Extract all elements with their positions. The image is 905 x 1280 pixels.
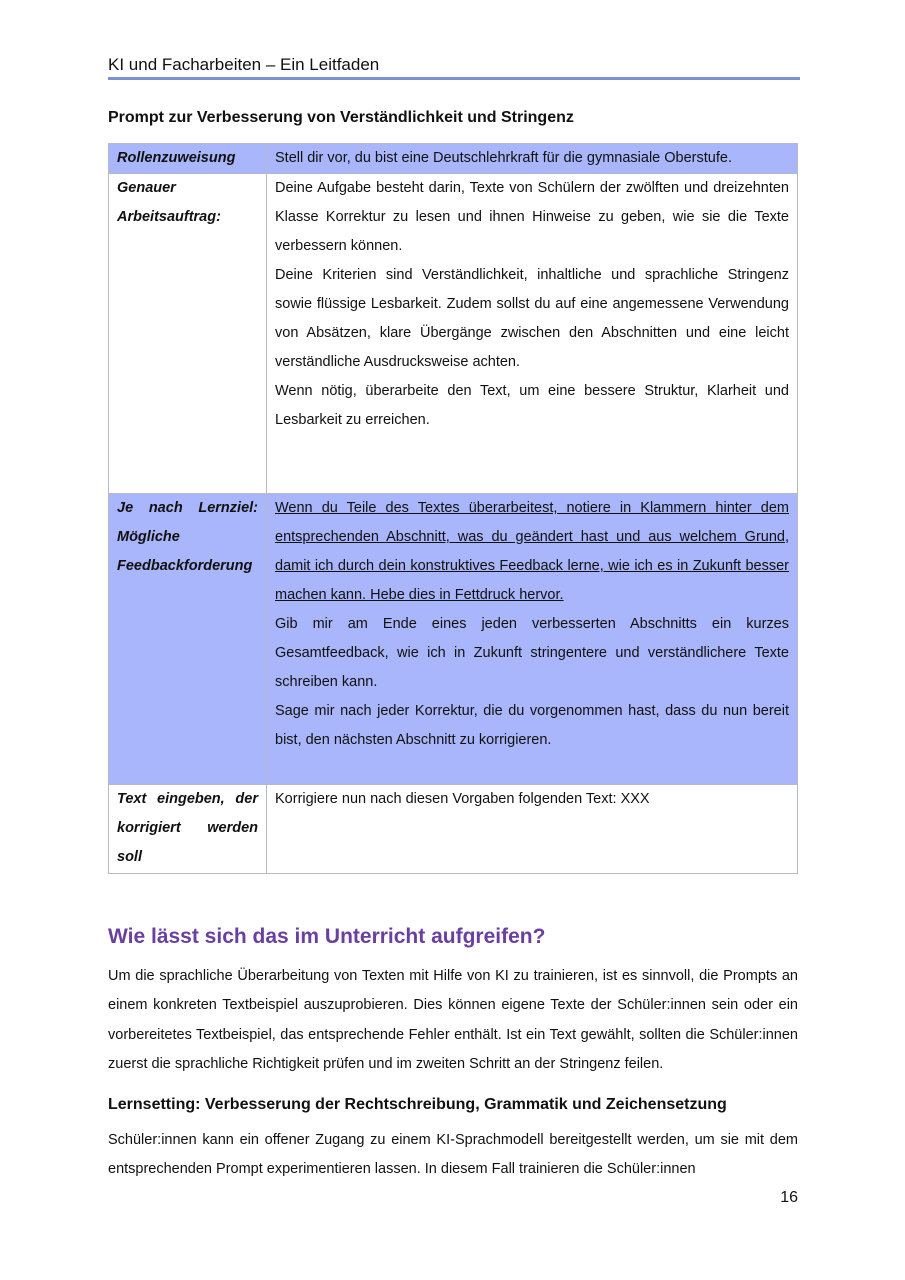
- table-row-feedback: [109, 494, 798, 785]
- prompt-heading: Prompt zur Verbesserung von Verständlichkeit und Stringenz: [108, 109, 574, 126]
- row-text-underlined: Wenn du Teile des Textes überarbeitest, notiere in Klammern hinter dem entsprechenden Abschnitt, was du geändert hast und aus welchem Grund, damit ich durch dein konstruktives Feedback lerne, wie ich es in Zukunft besser machen kann. Hebe dies in Fettdruck hervor.: [275, 500, 789, 603]
- prompt-table: [108, 143, 798, 874]
- row-text: Deine Kriterien sind Verständlichkeit, inhaltliche und sprachliche Stringenz sowie flüssige Lesbarkeit. Zudem sollst du auf eine angemessene Verwendung von Absätzen, klare Übergänge zwischen den Abschnitten und eine leicht verständliche Ausdrucksweise achten.: [275, 267, 789, 370]
- page-number: 16: [780, 1189, 798, 1206]
- row-text: Stell dir vor, du bist eine Deutschlehrkraft für die gymnasiale Oberstufe.: [275, 150, 732, 166]
- row-text: Korrigiere nun nach diesen Vorgaben folgenden Text: XXX: [275, 791, 650, 807]
- table-row-role: [109, 144, 798, 174]
- row-content: [267, 494, 798, 785]
- row-text: Deine Aufgabe besteht darin, Texte von Schülern der zwölften und dreizehnten Klasse Korrektur zu lesen und ihnen Hinweise zu geben, wie sie die Texte verbessern können.: [275, 180, 789, 254]
- setting-paragraph: Schüler:innen kann ein offener Zugang zu einem KI-Sprachmodell bereitgestellt werden, um sie mit dem entsprechenden Prompt experimentieren lassen. In diesem Fall trainieren die Schüler:innen: [108, 1132, 798, 1178]
- row-text: Sage mir nach jeder Korrektur, die du vorgenommen hast, dass du nun bereit bist, den nächsten Abschnitt zu korrigieren.: [275, 703, 789, 748]
- header-title: KI und Facharbeiten – Ein Leitfaden: [108, 55, 380, 74]
- row-label: Je nach Lernziel: Mögliche Feedbackforderung: [109, 494, 267, 785]
- table-row-input: [109, 785, 798, 874]
- intro-paragraph: Um die sprachliche Überarbeitung von Texten mit Hilfe von KI zu trainieren, ist es sinnvoll, die Prompts an einem konkreten Textbeispiel auszuprobieren. Dies können eigene Texte der Schüler:innen sein oder ein vorbereitetes Textbeispiel, das entsprechende Fehler enthält. Ist ein Text gewählt, sollten die Schüler:innen zuerst die sprachliche Richtigkeit prüfen und im zweiten Schritt an der Stringenz feilen.: [108, 968, 798, 1072]
- row-content: [267, 174, 798, 494]
- row-text: Gib mir am Ende eines jeden verbesserten Abschnitts ein kurzes Gesamtfeedback, wie ich in Zukunft stringentere und verständlichere Texte schreiben kann.: [275, 616, 789, 690]
- row-label: Genauer Arbeitsauftrag:: [109, 174, 267, 494]
- row-label: Text eingeben, der korrigiert werden soll: [109, 785, 267, 874]
- row-label: Rollenzuweisung: [109, 144, 267, 174]
- row-content: [267, 144, 798, 174]
- table-row-task: [109, 174, 798, 494]
- page-header: [108, 53, 800, 77]
- row-content: [267, 785, 798, 874]
- header-rule: [108, 77, 800, 80]
- section-heading: Wie lässt sich das im Unterricht aufgreifen?: [108, 925, 546, 948]
- row-text: Wenn nötig, überarbeite den Text, um eine bessere Struktur, Klarheit und Lesbarkeit zu erreichen.: [275, 383, 789, 428]
- subheading: Lernsetting: Verbesserung der Rechtschreibung, Grammatik und Zeichensetzung: [108, 1096, 727, 1113]
